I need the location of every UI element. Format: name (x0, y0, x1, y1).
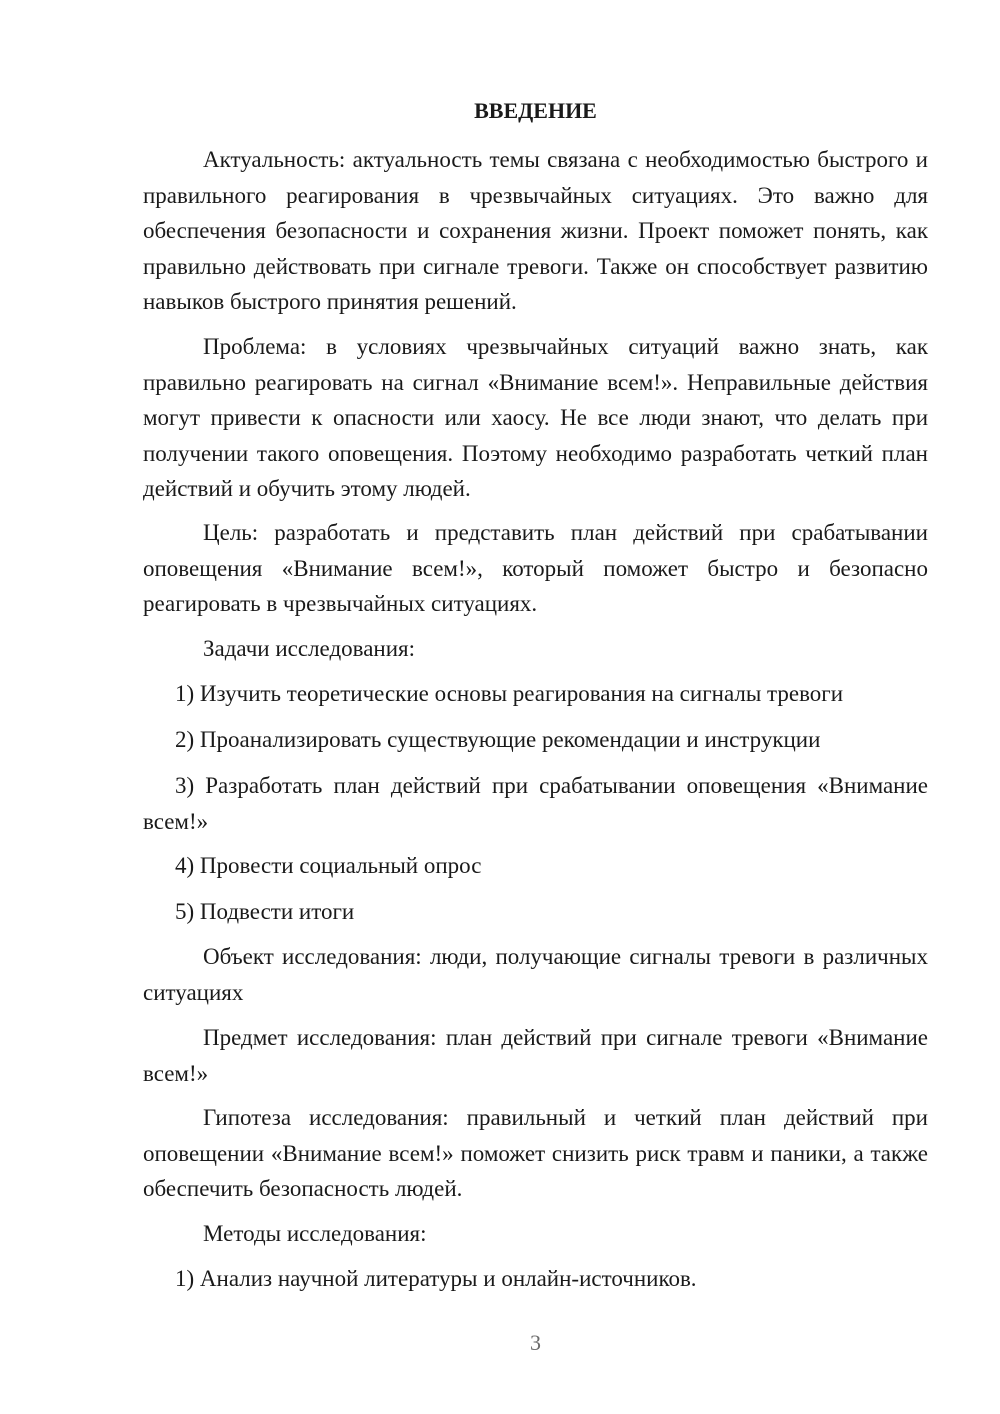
task-item-3: 3) Разработать план действий при срабатывании оповещения «Внимание всем!» (143, 773, 928, 834)
task-item-4: 4) Провести социальный опрос (175, 853, 482, 878)
goal-paragraph: Цель: разработать и представить план действий при срабатывании оповещения «Внимание всем!», который поможет быстро и безопасно реагировать в чрезвычайных ситуациях. (143, 520, 928, 616)
section-title: ВВЕДЕНИЕ (474, 98, 597, 123)
page-number: 3 (530, 1330, 541, 1355)
object-paragraph: Объект исследования: люди, получающие сигналы тревоги в различных ситуациях (143, 944, 928, 1005)
relevance-paragraph: Актуальность: актуальность темы связана с необходимостью быстрого и правильного реагирования в чрезвычайных ситуациях. Это важно для обеспечения безопасности и сохранения жизни. Проект поможет понять, как правильно действовать при сигнале тревоги. Также он способствует развитию навыков быстрого принятия решений. (143, 147, 928, 314)
task-item-1: 1) Изучить теоретические основы реагирования на сигналы тревоги (175, 681, 844, 706)
methods-heading: Методы исследования: (203, 1221, 427, 1246)
problem-paragraph: Проблема: в условиях чрезвычайных ситуаций важно знать, как правильно реагировать на сигнал «Внимание всем!». Неправильные действия могут привести к опасности или хаосу. Не все люди знают, что делать при получении такого оповещения. Поэтому необходимо разработать четкий план действий и обучить этому людей. (143, 334, 928, 501)
method-item-1: 1) Анализ научной литературы и онлайн-источников. (175, 1266, 697, 1291)
task-item-5: 5) Подвести итоги (175, 899, 355, 924)
tasks-heading: Задачи исследования: (203, 636, 416, 661)
hypothesis-paragraph: Гипотеза исследования: правильный и четкий план действий при оповещении «Внимание всем!» поможет снизить риск травм и паники, а также обеспечить безопасность людей. (143, 1105, 928, 1201)
subject-paragraph: Предмет исследования: план действий при сигнале тревоги «Внимание всем!» (143, 1025, 928, 1086)
task-item-2: 2) Проанализировать существующие рекомендации и инструкции (175, 727, 821, 752)
